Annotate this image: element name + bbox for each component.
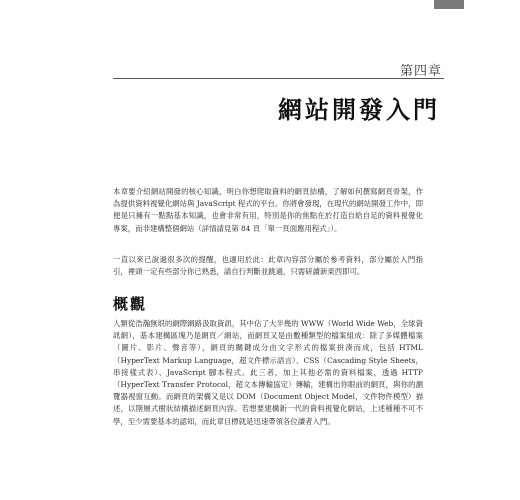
section-heading-overview: 概觀 bbox=[113, 295, 148, 313]
chapter-title: 網站開發入門 bbox=[278, 96, 440, 124]
chapter-divider bbox=[113, 78, 444, 79]
overview-paragraph: 人類從浩瀚無垠的網際網路汲取資訊，其中佔了大半幾的 WWW（World Wide Web，全球資訊網），基本建構區塊乃是網頁／網站，而網頁又是由數種類型的檔案組成：除了多媒體檔案（圖片、影片、聲音等），網頁的關鍵成分由文字形式的檔案拼湊而成，包括 HTML（HyperText Markup Language，超文件標示語言）、CSS（Cascading Style Sheets，串接樣式表）、JavaScript 腳本程式。此三者，加上其他必需的資料檔案，透過 HTTP（HyperText Transfer Protocol，超文本傳輸協定）傳輸，建構出你眼前的網頁，與你的瀏覽器視窗互動。而網頁的架構又是以 DOM（Document Object Model，文件物件模型）描述，以階層式樹狀結構描述網頁內容。若想要建構新一代的資料視覺化網站，上述種種不可不學，至少需要基本的認知，而此章目標就是迅速帶領各位讀者入門。 bbox=[113, 319, 423, 426]
intro-paragraph-block bbox=[113, 186, 423, 235]
chapter-number: 第四章 bbox=[399, 64, 442, 79]
note-paragraph: 一直以來已說過很多次的提醒，也適用於此：此章內容部分屬於參考資料，部分屬於入門指引，裡頭一定有些部分你已熟悉，請自行判斷並跳過，只需研讀新東西即可。 bbox=[113, 255, 423, 277]
note-paragraph-block bbox=[113, 254, 423, 278]
intro-paragraph: 本章要介紹網站開發的核心知識，明白你想爬取資料的網頁結構，了解如何撰寫網頁骨架，作為提供資料視覺化網站與 JavaScript 程式的平台。你將會發現，在現代的網站開發工作中，即便是只擁有一點點基本知識，也會非常有用，特別是你的焦點在於打造自給自足的資料視覺化專案，而非建構整個網站（詳情請見第 84 頁「單一頁面應用程式」）。 bbox=[113, 187, 423, 233]
overview-paragraph-block bbox=[113, 318, 423, 428]
